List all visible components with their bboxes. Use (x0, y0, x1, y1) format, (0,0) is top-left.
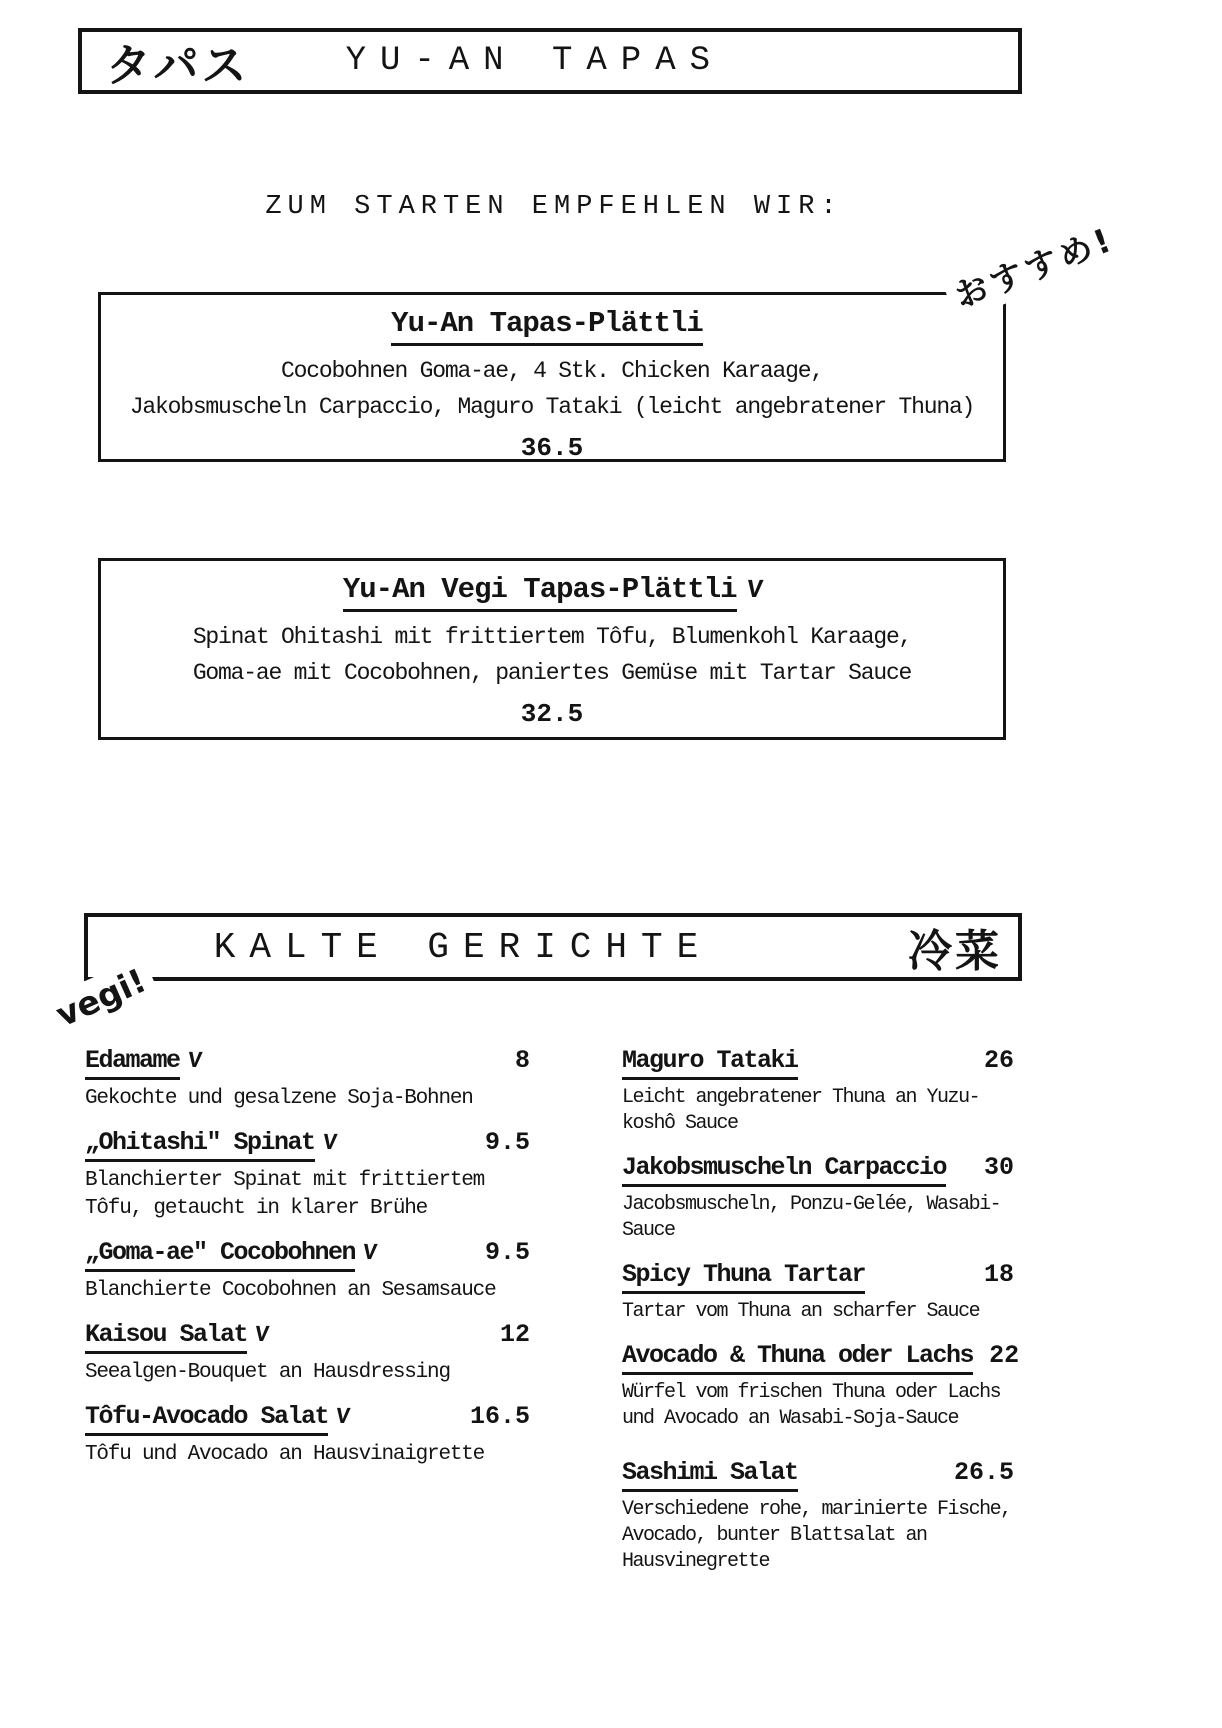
vegi-mark: V (334, 1404, 352, 1431)
item-name: Maguro Tataki (622, 1046, 798, 1080)
menu-item-spicy-thuna-tartar (622, 1260, 1014, 1325)
item-head (622, 1341, 1020, 1375)
featured-title: Yu-An Vegi Tapas-Plättli (343, 573, 737, 612)
item-description: Leicht angebratener Thuna an Yuzu-koshô Sauce (622, 1086, 980, 1135)
featured-description-line1: Spinat Ohitashi mit frittiertem Tôfu, Blumenkohl Karaage, (192, 624, 912, 650)
item-description: Tartar vom Thuna an scharfer Sauce (622, 1300, 980, 1323)
item-description: Verschiedene rohe, marinierte Fische, Avocado, bunter Blattsalat an Hausvinegrette (622, 1498, 1011, 1573)
item-head (85, 1128, 530, 1162)
menu-item-ohitashi-spinat (85, 1128, 530, 1222)
menu-item-avocado-thuna-lachs (622, 1341, 1020, 1432)
item-head (85, 1402, 530, 1436)
japanese-title: タパス (106, 38, 250, 92)
item-name: Sashimi Salat (622, 1458, 798, 1492)
featured-box-vegi-tapas-plaettli (98, 558, 1006, 740)
featured-description-line1: Cocobohnen Goma-ae, 4 Stk. Chicken Karaage, (281, 358, 823, 384)
featured-title-row (101, 573, 1003, 606)
menu-item-maguro-tataki (622, 1046, 1014, 1137)
item-head (622, 1458, 1014, 1492)
featured-description-line2: Goma-ae mit Cocobohnen, paniertes Gemüse mit Tartar Sauce (192, 659, 912, 686)
featured-price: 36.5 (520, 433, 584, 464)
item-description: Blanchierte Cocobohnen an Sesamsauce (85, 1278, 496, 1302)
item-name: „Ohitashi" Spinat (85, 1128, 315, 1162)
cold-dishes-right-column (622, 1046, 1020, 1591)
item-price: 26 (983, 1046, 1014, 1075)
section-title: KALTE GERICHTE (213, 926, 713, 968)
item-head (622, 1260, 1014, 1294)
item-description: Gekochte und gesalzene Soja-Bohnen (85, 1087, 473, 1110)
item-name: Avocado & Thuna oder Lachs (622, 1341, 973, 1375)
item-head (622, 1153, 1014, 1187)
featured-description-line2: Jakobsmuscheln Carpaccio, Maguro Tataki (leicht angebratener Thuna) (129, 393, 975, 420)
item-name: Jakobsmuscheln Carpaccio (622, 1153, 946, 1187)
section-japanese-title: 冷菜 (908, 926, 1002, 977)
vegi-mark: V (321, 1130, 338, 1157)
recommend-badge: おすすめ! (939, 209, 1128, 322)
vegi-mark: V (253, 1322, 271, 1349)
item-head (85, 1320, 530, 1354)
vegi-mark: V (361, 1239, 379, 1266)
menu-item-tofu-avocado-salat (85, 1402, 530, 1468)
item-name: Tôfu-Avocado Salat (85, 1402, 328, 1436)
item-name: Edamame (85, 1046, 180, 1080)
item-description: Blanchierter Spinat mit frittiertem Tôfu, getaucht in klarer Brühe (85, 1169, 485, 1220)
item-price: 12 (499, 1320, 530, 1350)
vegi-mark: V (186, 1048, 203, 1074)
featured-box-tapas-plaettli (98, 292, 1006, 462)
item-price: 16.5 (469, 1402, 530, 1432)
item-name: „Goma-ae" Cocobohnen (85, 1238, 355, 1272)
vegi-mark: V (744, 575, 763, 605)
item-price: 9.5 (484, 1128, 530, 1158)
vegi-badge: vegi! (42, 956, 160, 1040)
item-name: Kaisou Salat (85, 1320, 247, 1354)
item-description: Jacobsmuscheln, Ponzu-Gelée, Wasabi-Sauce (622, 1193, 1001, 1242)
item-price: 9.5 (484, 1237, 530, 1267)
intro-line: ZUM STARTEN EMPFEHLEN WIR: (265, 192, 843, 222)
menu-item-sashimi-salat (622, 1458, 1014, 1575)
item-price: 8 (514, 1046, 530, 1075)
item-head (85, 1046, 530, 1080)
item-head (85, 1238, 530, 1272)
item-name: Spicy Thuna Tartar (622, 1260, 865, 1294)
menu-item-goma-ae-cocobohnen (85, 1238, 530, 1304)
menu-item-edamame (85, 1046, 530, 1112)
featured-title: Yu-An Tapas-Plättli (391, 307, 703, 346)
item-price: 18 (983, 1260, 1014, 1289)
cold-dishes-left-column (85, 1046, 530, 1485)
item-head (622, 1046, 1014, 1080)
featured-price: 32.5 (520, 699, 584, 730)
item-description: Würfel vom frischen Thuna oder Lachs und Avocado an Wasabi-Soja-Sauce (622, 1381, 1001, 1430)
item-price: 26.5 (953, 1458, 1014, 1487)
section-header-kalte-gerichte (84, 913, 1022, 981)
featured-title-row (101, 307, 1003, 340)
menu-header-box (78, 28, 1022, 94)
item-description: Seealgen-Bouquet an Hausdressing (85, 1361, 450, 1385)
item-price: 22 (989, 1341, 1020, 1370)
item-description: Tôfu und Avocado an Hausvinaigrette (85, 1443, 485, 1467)
page-title: YU-AN TAPAS (345, 42, 724, 80)
menu-item-kaisou-salat (85, 1320, 530, 1386)
item-price: 30 (983, 1153, 1014, 1182)
menu-item-jakobsmuscheln-carpaccio (622, 1153, 1014, 1244)
